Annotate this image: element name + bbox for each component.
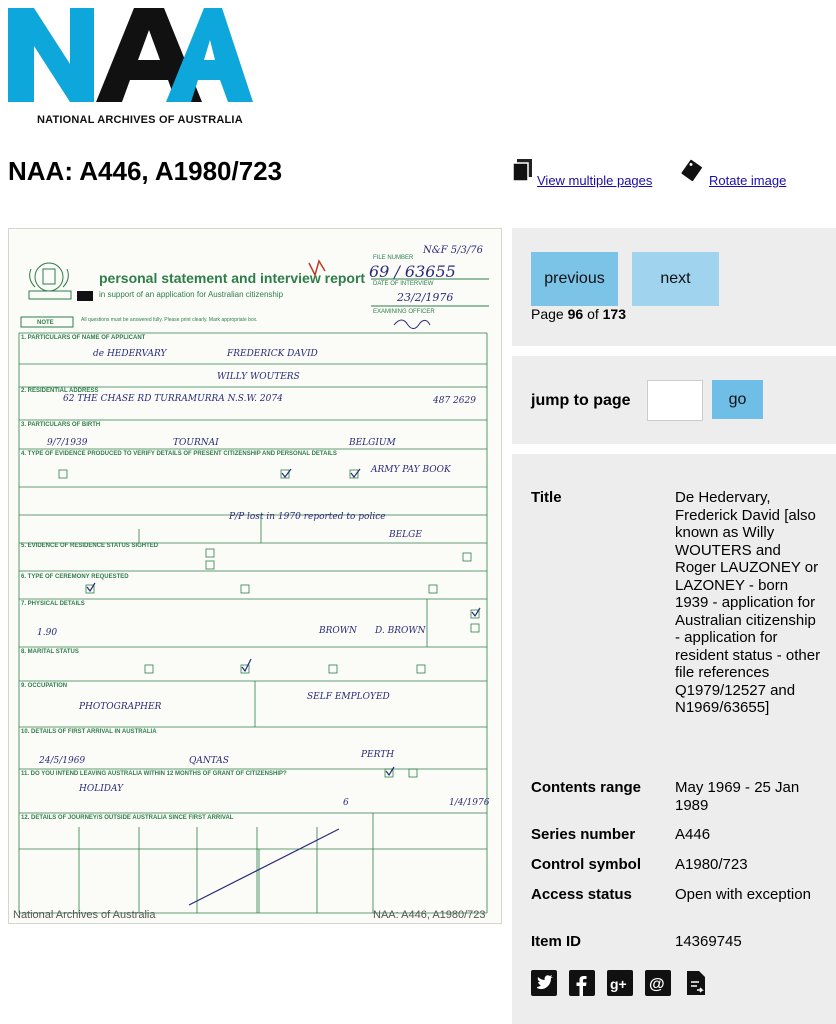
date-of-interview-label: DATE OF INTERVIEW	[373, 281, 434, 287]
title-value: De Hedervary, Frederick David [also known as Willy WOUTERS and Roger LAUZONEY or LAZONEY - born 1939 - application for Australian citizenship - application for resident status - other file references Q1979/12527 and N1969/63655]	[675, 489, 821, 716]
form-subtitle: in support of an application for Australian citizenship	[99, 290, 284, 299]
section-11: 11. DO YOU INTEND LEAVING AUSTRALIA WITHIN 12 MONTHS OF GRANT OF CITIZENSHIP?	[21, 771, 287, 777]
item-id-value: 14369745	[675, 933, 742, 950]
jump-to-page-input[interactable]	[647, 380, 703, 421]
section-5: 5. EVIDENCE OF RESIDENCE STATUS SIGHTED	[21, 543, 159, 549]
multiple-pages-icon	[511, 158, 535, 182]
view-multiple-pages-label[interactable]: View multiple pages	[537, 173, 653, 188]
page-of: of	[587, 306, 599, 322]
hw-given-names: FREDERICK DAVID	[227, 349, 318, 359]
section-4: 4. TYPE OF EVIDENCE PRODUCED TO VERIFY DETAILS OF PRESENT CITIZENSHIP AND PERSONAL DETAILS	[21, 451, 337, 457]
hw-citizenship: BELGE	[389, 530, 422, 540]
section-2: 2. RESIDENTIAL ADDRESS	[21, 388, 99, 394]
access-status-label: Access status	[531, 886, 632, 903]
note-text: All questions must be answered fully. Please print clearly. Mark appropriate box.	[81, 317, 258, 323]
google-plus-icon[interactable]	[607, 970, 633, 996]
email-icon[interactable]	[645, 970, 671, 996]
svg-text:g+: g+	[610, 976, 627, 992]
section-9: 9. OCCUPATION	[21, 683, 68, 689]
go-button[interactable]: go	[712, 380, 763, 419]
hw-birth-country: BELGIUM	[349, 438, 396, 448]
section-1: 1. PARTICULARS OF NAME OF APPLICANT	[21, 335, 146, 341]
section-12: 12. DETAILS OF JOURNEY/S OUTSIDE AUSTRALIA SINCE FIRST ARRIVAL	[21, 815, 234, 821]
document-footer-right: NAA: A446, A1980/723	[373, 909, 486, 921]
current-page: 96	[567, 306, 584, 322]
section-6: 6. TYPE OF CEREMONY REQUESTED	[21, 574, 129, 580]
previous-button[interactable]: previous	[531, 252, 618, 306]
control-symbol-value: A1980/723	[675, 856, 748, 873]
note-label: NOTE	[37, 320, 54, 326]
hw-years: 6	[343, 798, 349, 808]
form-title: personal statement and interview report	[99, 270, 366, 286]
naa-logo[interactable]	[8, 8, 253, 102]
hw-eyes: BROWN	[319, 626, 357, 636]
file-number-label: FILE NUMBER	[373, 255, 414, 261]
date-of-interview: 23/2/1976	[397, 291, 454, 304]
logo-caption: NATIONAL ARCHIVES OF AUSTRALIA	[37, 114, 243, 126]
hw-height: 1.90	[37, 628, 58, 638]
section-3: 3. PARTICULARS OF BIRTH	[21, 422, 101, 428]
hw-hair: D. BROWN	[375, 626, 426, 636]
document-footer-left: National Archives of Australia	[13, 909, 156, 921]
jump-panel	[512, 356, 836, 444]
access-status-value: Open with exception	[675, 886, 811, 903]
hw-birth-date: 9/7/1939	[47, 438, 88, 448]
hw-occupation: PHOTOGRAPHER	[79, 702, 162, 712]
hw-port: PERTH	[361, 750, 395, 760]
hw-family-name: de HEDERVARY	[93, 349, 167, 359]
rotate-image-label[interactable]: Rotate image	[709, 173, 787, 188]
control-symbol-label: Control symbol	[531, 856, 642, 873]
hw-telephone: 487 2629	[433, 396, 476, 406]
title-label: Title	[531, 489, 562, 506]
total-pages: 173	[602, 306, 626, 322]
rotate-icon	[680, 158, 704, 182]
examining-officer-label: EXAMINING OFFICER	[373, 309, 435, 315]
series-number-label: Series number	[531, 826, 636, 843]
page-title: NAA: A446, A1980/723	[8, 156, 283, 186]
hw-departure: 1/4/1976	[449, 798, 490, 808]
series-number-value[interactable]: A446	[675, 826, 711, 843]
jump-to-page-label: jump to page	[531, 392, 631, 409]
hw-employer: SELF EMPLOYED	[307, 692, 390, 702]
pager-panel	[512, 228, 836, 346]
hw-other-evidence: ARMY PAY BOOK	[371, 465, 451, 475]
twitter-icon[interactable]	[531, 970, 557, 996]
section-8: 8. MARITAL STATUS	[21, 649, 79, 655]
contents-range-label: Contents range	[531, 779, 642, 796]
hw-passport-note: P/P lost in 1970 reported to police	[229, 512, 386, 522]
metadata-panel	[512, 454, 836, 1024]
section-10: 10. DETAILS OF FIRST ARRIVAL IN AUSTRALIA	[21, 729, 157, 735]
page-indicator	[531, 306, 626, 322]
item-id-label: Item ID	[531, 933, 582, 950]
hw-ship: QANTAS	[189, 756, 229, 766]
file-number: 69 / 63655	[369, 262, 456, 281]
hw-address: 62 THE CHASE RD TURRAMURRA N.S.W. 2074	[63, 394, 283, 404]
contents-range-value: May 1969 - 25 Jan 1989	[675, 779, 800, 814]
section-7: 7. PHYSICAL DETAILS	[21, 601, 85, 607]
hw-arrival-date: 24/5/1969	[39, 756, 86, 766]
next-button[interactable]: next	[632, 252, 719, 306]
coat-of-arms-icon	[29, 263, 93, 301]
hw-purpose: HOLIDAY	[79, 784, 124, 794]
top-note: N&F 5/3/76	[423, 245, 483, 256]
export-icon[interactable]	[683, 970, 709, 996]
hw-birth-town: TOURNAI	[173, 438, 219, 448]
svg-text:@: @	[649, 976, 665, 993]
facebook-icon[interactable]	[569, 970, 595, 996]
page-prefix: Page	[531, 306, 564, 322]
hw-alias: WILLY WOUTERS	[217, 372, 300, 382]
document-image[interactable]	[8, 228, 502, 924]
